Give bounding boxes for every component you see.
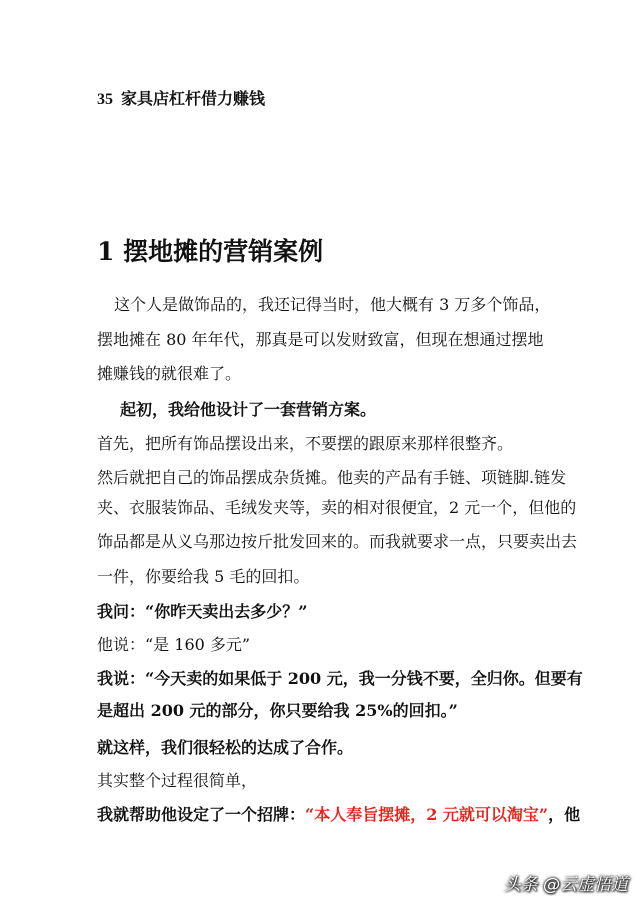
toc-number: 35 [97,91,113,108]
paragraph-line: 饰品都是从义乌那边按斤批发回来的。而我就要求一点，只要卖出去 [97,532,578,551]
paragraph-line: 是超出 200 元的部分，你只要给我 25%的回扣。” [97,701,458,720]
paragraph-line: 其实整个过程很简单， [97,771,258,790]
signboard-line [97,802,581,825]
paragraph-line: 我问：“你昨天卖出去多少？” [97,602,308,621]
toc-entry [97,86,265,109]
paragraph-line: 我说：“今天卖的如果低于 200 元，我一分钱不要，全归你。但要有 [97,669,583,688]
paragraph-line: 一件，你要给我 5 毛的回扣。 [97,567,310,586]
signboard-slogan: “本人奉旨摆摊，2 元就可以淘宝” [305,805,549,824]
watermark: 头条 @云虚悟道 [503,875,628,895]
paragraph-line: 他说：“是 160 多元” [97,635,251,654]
signboard-prefix: 我就帮助他设定了一个招牌： [97,805,306,824]
signboard-suffix: ，他 [548,805,581,824]
paragraph-line: 首先，把所有饰品摆设出来，不要摆的跟原来那样很整齐。 [97,434,514,453]
section-heading: 1 摆地摊的营销案例 [97,237,324,266]
paragraph-line: 就这样，我们很轻松的达成了合作。 [97,738,354,757]
paragraph-line: 这个人是做饰品的，我还记得当时，他大概有 3 万多个饰品， [114,295,551,314]
paragraph-line: 摊赚钱的就很难了。 [97,364,242,383]
paragraph-line: 夹、衣服装饰品、毛绒发夹等，卖的相对很便宜，2 元一个，但他的 [97,498,577,517]
paragraph-line: 摆地摊在 80 年年代，那真是可以发财致富，但现在想通过摆地 [97,330,544,349]
paragraph-line: 起初，我给他设计了一套营销方案。 [120,400,377,419]
toc-title: 家具店杠杆借力赚钱 [121,89,266,108]
paragraph-line: 然后就把自己的饰品摆成杂货摊。他卖的产品有手链、项链脚.链发 [97,468,567,487]
